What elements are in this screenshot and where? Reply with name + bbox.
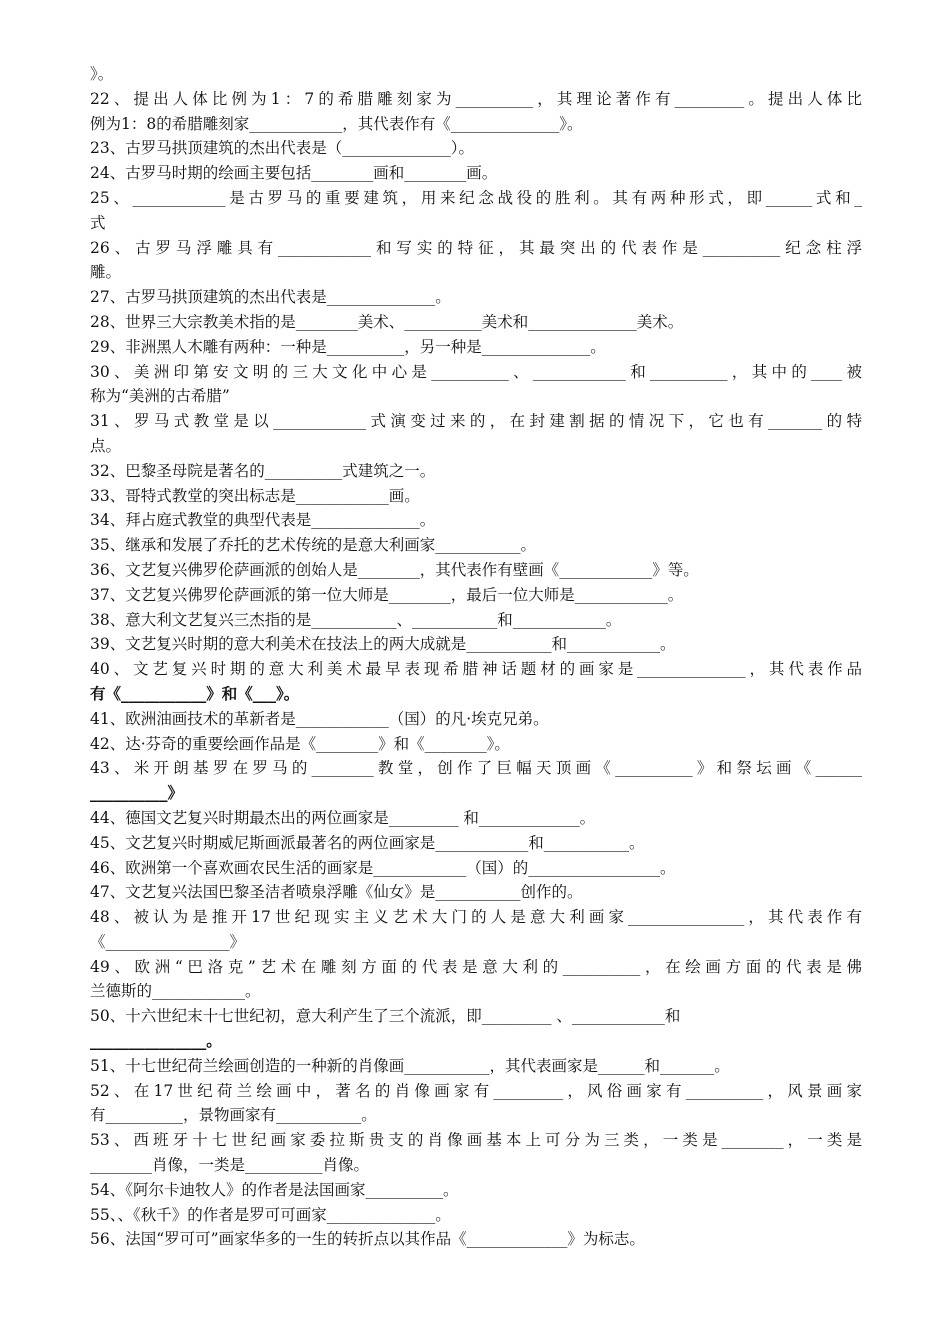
question-38 (90, 608, 862, 633)
line-text: 30、美洲印第安文明的三大文化中心是__________、____________和__________，其中的____被 (90, 362, 862, 381)
line-text: 兰德斯的____________。 (90, 982, 261, 1001)
line-text: 23、古罗马拱顶建筑的杰出代表是（______________）。 (90, 139, 474, 158)
line-text: 29、非洲黑人木雕有两种：一种是__________，另一种是______________。 (90, 337, 606, 356)
line-text: 称为“美洲的古希腊” (90, 387, 230, 406)
question-30 (90, 360, 862, 385)
line-text: 56、法国“罗可可”画家华多的一生的转折点以其作品《_____________》为标志。 (90, 1230, 645, 1249)
line-text: 雕。 (90, 263, 122, 282)
question-32 (90, 459, 862, 484)
question-43 (90, 756, 862, 781)
line-text: 54、《阿尔卡迪牧人》的作者是法国画家__________。 (90, 1180, 459, 1199)
line-text: 50、十六世纪末十七世纪初，意大利产生了三个流派，即_________ 、____________和 (90, 1007, 681, 1026)
line-text: __________》 (90, 783, 184, 803)
question-48 (90, 905, 862, 930)
question-44 (90, 806, 862, 831)
question-34 (90, 508, 862, 533)
line-text: 27、古罗马拱顶建筑的杰出代表是______________。 (90, 288, 451, 307)
line-text: 有__________，景物画家有___________。 (90, 1106, 377, 1125)
question-35 (90, 533, 862, 558)
question-22 (90, 87, 862, 112)
question-49-cont (90, 979, 862, 1004)
line-text: 55、、《秋千》的作者是罗可可画家______________。 (90, 1205, 451, 1224)
line-text: 47、文艺复兴法国巴黎圣洁者喷泉浮雕《仙女》是___________创作的。 (90, 883, 583, 902)
line-text: 53、西班牙十七世纪画家委拉斯贵支的肖像画基本上可分为三类，一类是________，一类是 (90, 1131, 862, 1150)
line-text: 32、巴黎圣母院是著名的__________式建筑之一。 (90, 461, 436, 480)
question-42 (90, 732, 862, 757)
line-text: 24、古罗马时期的绘画主要包括________画和________画。 (90, 164, 498, 183)
question-31-cont (90, 434, 862, 459)
question-25 (90, 186, 862, 211)
question-25-cont (90, 211, 862, 236)
line-text: 33、哥特式教堂的突出标志是____________画。 (90, 486, 420, 505)
question-49 (90, 955, 862, 980)
question-43-cont (90, 781, 862, 806)
question-45 (90, 831, 862, 856)
question-26 (90, 236, 862, 261)
question-53 (90, 1128, 862, 1153)
line-text: 有《___________》和《___》。 (90, 683, 300, 703)
line-text: ________肖像，一类是__________肖像。 (90, 1156, 370, 1175)
question-26-cont (90, 260, 862, 285)
question-36 (90, 558, 862, 583)
line-text: 49、欧洲“巴洛克”艺术在雕刻方面的代表是意大利的__________，在绘画方面的代表是佛 (90, 957, 862, 976)
text-line (90, 62, 862, 87)
line-text: 《________________》 (90, 932, 246, 951)
line-text: 44、德国文艺复兴时期最杰出的两位画家是_________ 和_____________。 (90, 808, 596, 827)
question-30-cont (90, 384, 862, 409)
question-40 (90, 657, 862, 682)
question-52 (90, 1079, 862, 1104)
question-28 (90, 310, 862, 335)
line-text: 31、罗马式教堂是以____________式演变过来的，在封建割据的情况下，它也有_______的特 (90, 412, 862, 431)
line-text: 36、文艺复兴佛罗伦萨画派的创始人是________，其代表作有壁画《____________》等。 (90, 560, 699, 579)
line-text: 41、欧洲油画技术的革新者是____________（国）的凡·埃克兄弟。 (90, 709, 549, 728)
question-40-cont (90, 682, 862, 707)
question-39 (90, 632, 862, 657)
line-text: 43、米开朗基罗在罗马的________教堂，创作了巨幅天顶画《__________》和祭坛画《______ (90, 759, 862, 778)
line-text: 42、达·芬奇的重要绘画作品是《________》和《________》。 (90, 734, 510, 753)
line-text: 51、十七世纪荷兰绘画创造的一种新的肖像画___________，其代表画家是______和_______。 (90, 1056, 730, 1075)
question-33 (90, 484, 862, 509)
line-text: 26、古罗马浮雕具有____________和写实的特征，其最突出的代表作是__________纪念柱浮 (90, 238, 862, 257)
line-text: 35、继承和发展了乔托的艺术传统的是意大利画家___________。 (90, 536, 536, 555)
document-page (90, 62, 862, 1252)
line-text: 39、文艺复兴时期的意大利美术在技法上的两大成就是___________和____________。 (90, 635, 676, 654)
line-text: 48、被认为是推开17世纪现实主义艺术大门的人是意大利画家_______________，其代表作有 (90, 908, 862, 927)
question-46 (90, 856, 862, 881)
question-50 (90, 1004, 862, 1029)
line-text: 点。 (90, 436, 122, 455)
question-55 (90, 1203, 862, 1228)
question-24 (90, 161, 862, 186)
line-text: 38、意大利文艺复兴三杰指的是___________、___________和____________。 (90, 610, 622, 629)
question-22-cont (90, 112, 862, 137)
question-53-cont (90, 1153, 862, 1178)
question-56 (90, 1227, 862, 1252)
line-text: _______________。 (90, 1031, 222, 1051)
question-37 (90, 583, 862, 608)
line-text: 例为1：8的希腊雕刻家____________，其代表作有《______________》。 (90, 114, 583, 133)
question-27 (90, 285, 862, 310)
question-48-cont (90, 930, 862, 955)
line-text: 28、世界三大宗教美术指的是________美术、__________美术和______________美术。 (90, 312, 684, 331)
question-54 (90, 1178, 862, 1203)
line-text: 40、文艺复兴时期的意大利美术最早表现希腊神话题材的画家是______________，其代表作品 (90, 660, 862, 679)
question-41 (90, 707, 862, 732)
question-51 (90, 1054, 862, 1079)
line-text: 46、欧洲第一个喜欢画农民生活的画家是____________（国）的_________________。 (90, 858, 676, 877)
line-text: 》。 (90, 65, 114, 83)
line-text: 25、____________是古罗马的重要建筑，用来纪念战役的胜利。其有两种形式，即______式和_ (90, 188, 862, 207)
question-31 (90, 409, 862, 434)
line-text: 22、提出人体比例为1：7的希腊雕刻家为__________，其理论著作有_________。提出人体比 (90, 89, 862, 108)
line-text: 式 (90, 213, 106, 232)
question-23 (90, 136, 862, 161)
line-text: 52、在17世纪荷兰绘画中，著名的肖像画家有_________，风俗画家有__________，风景画家 (90, 1081, 862, 1100)
line-text: 37、文艺复兴佛罗伦萨画派的第一位大师是________，最后一位大师是____________。 (90, 585, 684, 604)
question-50-cont (90, 1029, 862, 1054)
line-text: 45、文艺复兴时期威尼斯画派最著名的两位画家是____________和___________。 (90, 833, 645, 852)
line-text: 34、拜占庭式教堂的典型代表是______________。 (90, 511, 436, 530)
question-47 (90, 880, 862, 905)
question-29 (90, 335, 862, 360)
question-52-cont (90, 1103, 862, 1128)
